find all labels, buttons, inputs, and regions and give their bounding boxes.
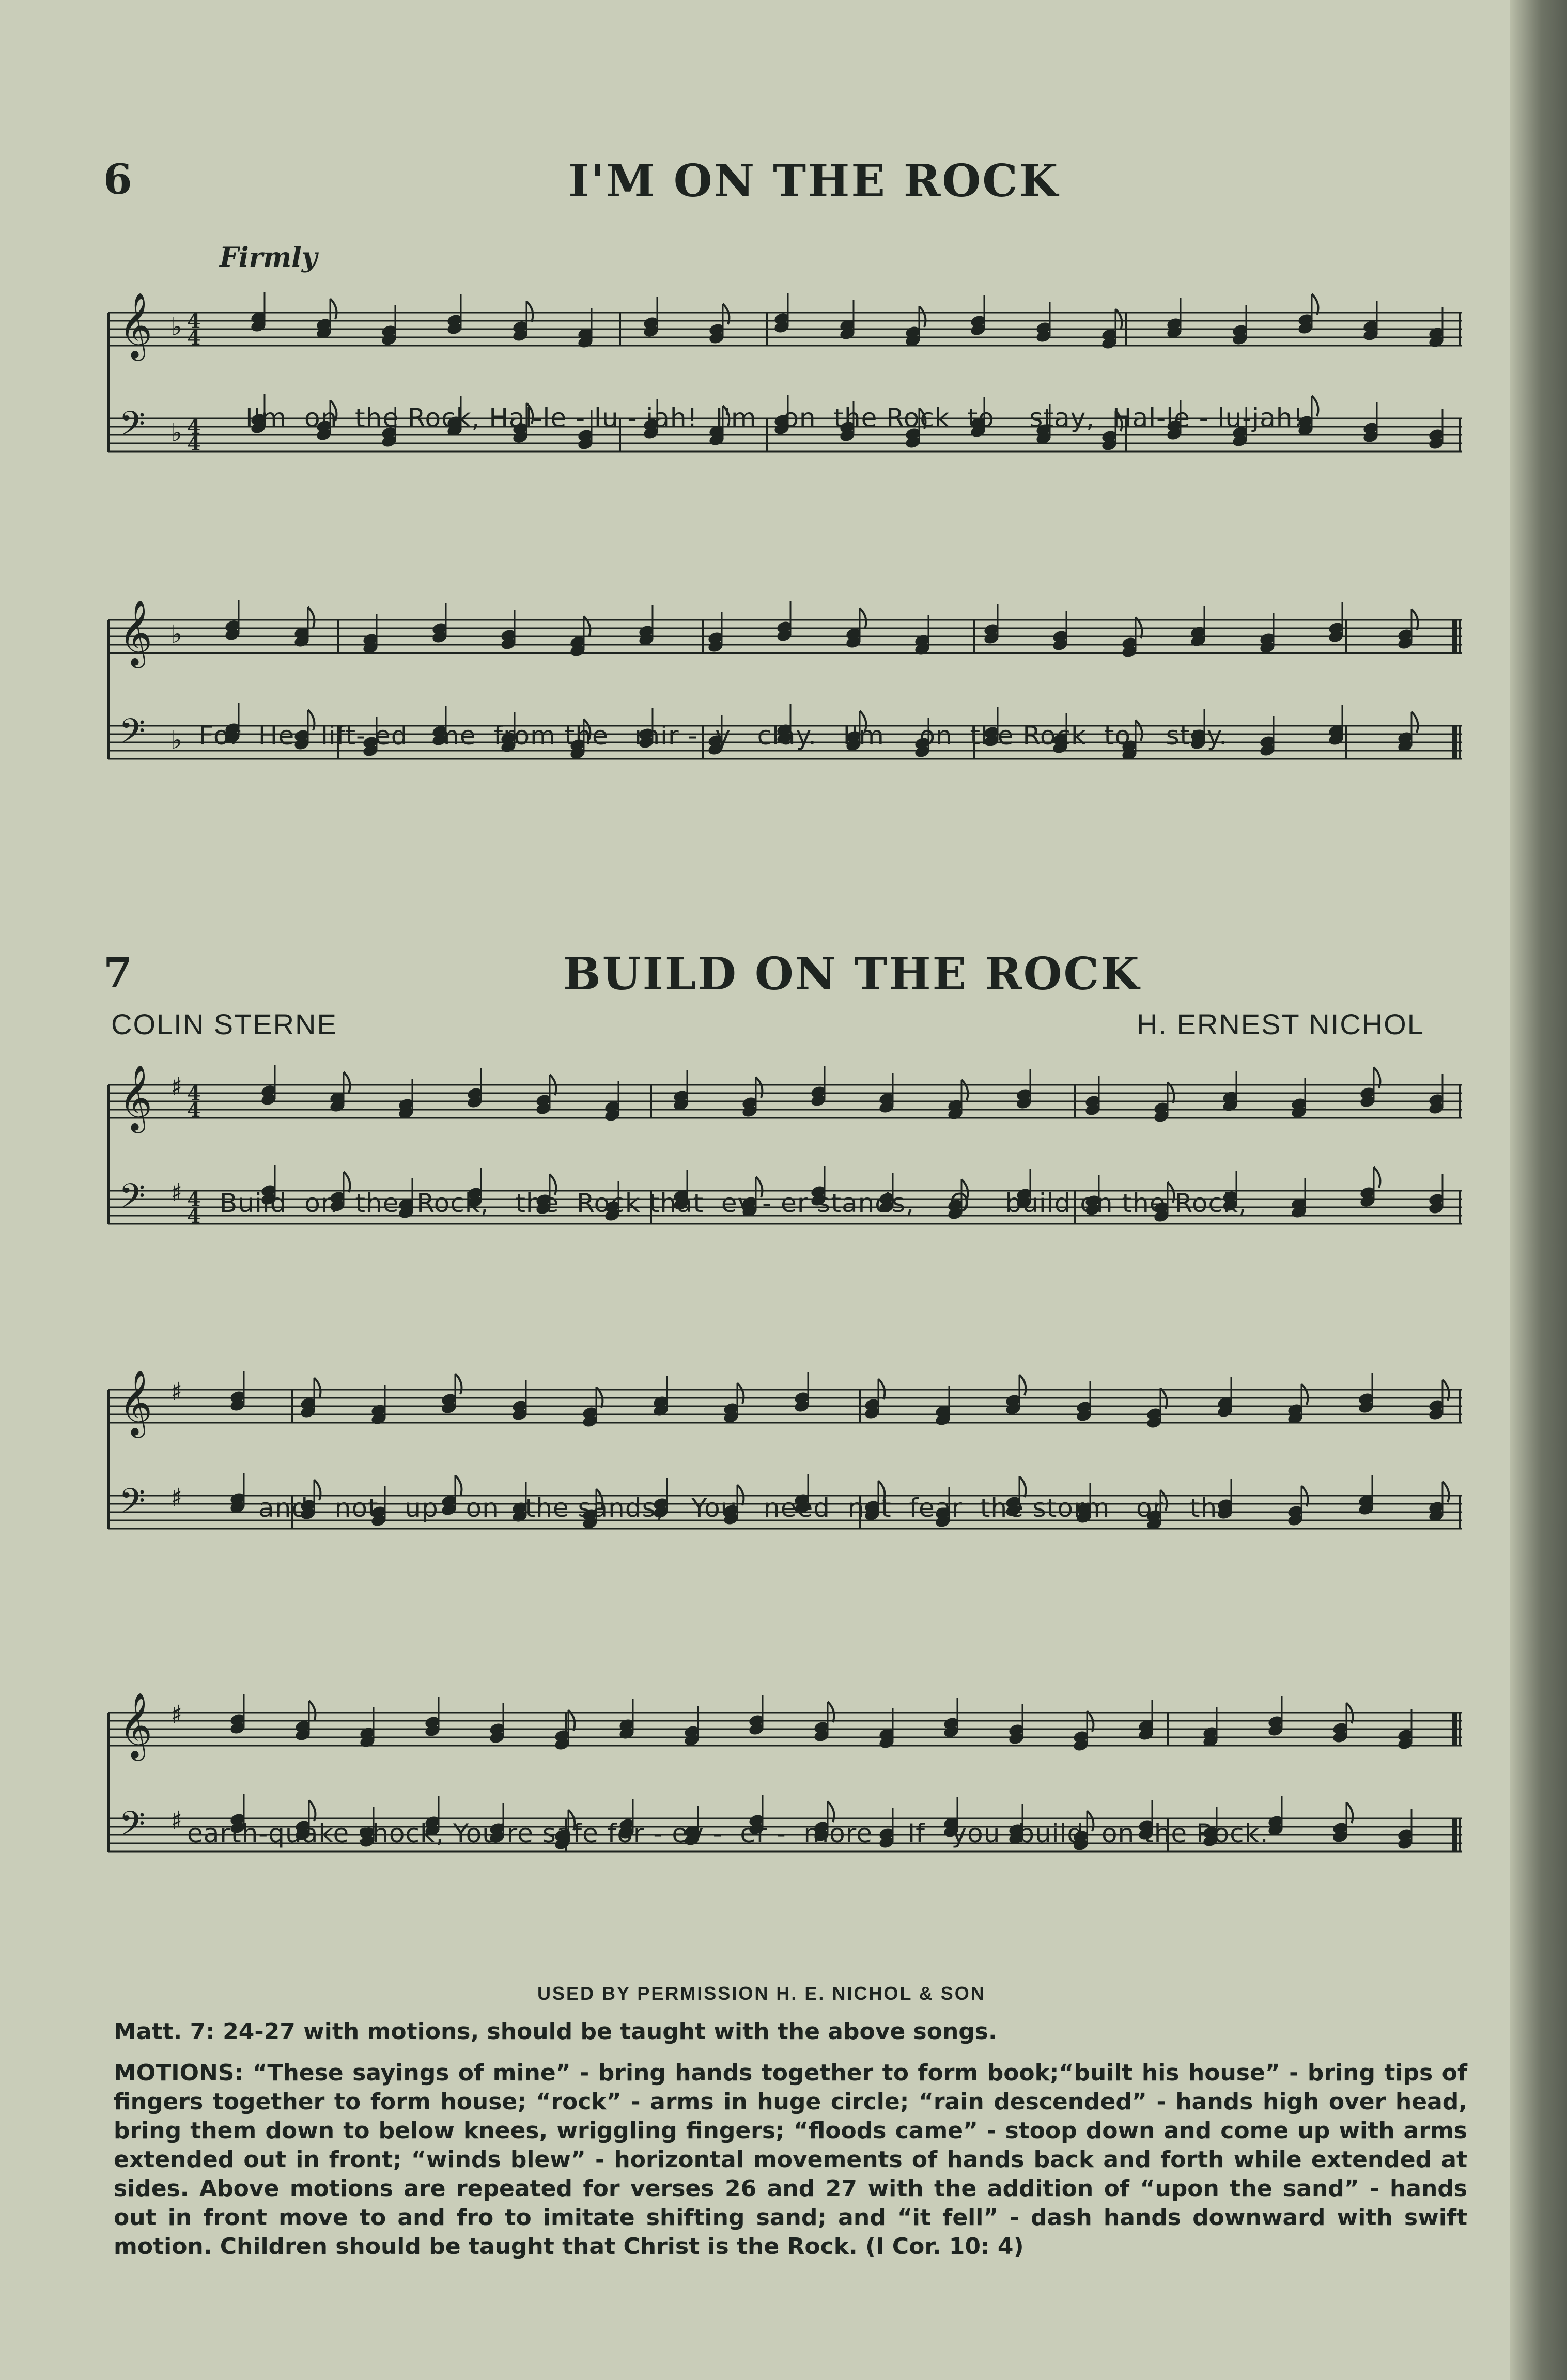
time-signature: 4 [187,1204,201,1227]
note-flag [1374,1167,1380,1188]
sharp-icon: ♯ [170,1072,183,1101]
permission-credit: USED BY PERMISSION H. E. NICHOL & SON [537,1983,986,2004]
note-flag [526,301,533,322]
treble-clef-icon: 𝄞 [119,1064,153,1130]
lyric-line: and not up - on the sands; You need not fear the storm or the [258,1493,1234,1523]
note-flag [314,1378,320,1398]
note-flag [1442,1482,1449,1502]
bass-clef-icon: 𝄢 [119,1481,146,1529]
page-number: 6 [103,155,132,204]
sharp-icon: ♯ [170,1483,183,1512]
song-title: BUILD ON THE ROCK [563,948,1141,1000]
time-signature: 4 [187,1082,201,1105]
sharp-icon: ♯ [170,1377,183,1406]
lyric-line: For He lift- ed me from the mir - y clay. I'm on the Rock to stay. [199,721,1228,751]
time-signature: 4 [187,1188,201,1211]
treble-clef-icon: 𝄞 [119,599,153,665]
bass-clef-icon: 𝄢 [119,1804,146,1852]
note-flag [961,1080,968,1100]
note-flag [1346,1802,1353,1823]
lyric-line: I'm on the Rock, Hal-le - lu - jah! I'm on the Rock to stay, Hal-le - lu-jah! [245,403,1304,433]
sharp-icon: ♯ [170,1806,183,1835]
time-signature: 4 [187,326,201,349]
treble-clef-icon: 𝄞 [119,1369,153,1435]
flat-icon: ♭ [170,620,182,649]
scripture-note: Matt. 7: 24-27 with motions, should be taught with the above songs. [114,2018,997,2045]
page-binding-edge [1510,0,1567,2380]
motions-instructions: MOTIONS: “These sayings of mine” - bring hands together to form book;“built his house” - bring tips of fingers together to form house; “rock” - arms in huge circle; “rain descended” - hands high over head, bring them down to below knees, wriggling fingers; “floods came” - stoop down and come up with arms extended out in front; “winds blew” - horizontal movements of hands back and forth while extended at sides. Above motions are repeated for verses 26 and 27 with the addition of “upon the sand” - hands out in front move to and fro to imitate shifting sand; and “it fell” - dash hands downward with swift motion. Children should be taught that Christ is the Rock. (I Cor. 10: 4) [114,2060,1467,2260]
note-flag [860,608,866,629]
note-flag [1301,1384,1308,1405]
flat-icon: ♭ [170,418,182,447]
time-signature: 4 [187,432,201,455]
page-number: 7 [103,948,132,997]
lyric-line: earth-quake shock, You're safe for - ev - er - more If you build on the Rock. [187,1818,1269,1848]
note-flag [308,607,314,628]
music-system [103,287,1467,597]
composer-credit: H. ERNEST NICHOL [1137,1008,1424,1040]
bass-clef-icon: 𝄢 [119,1176,146,1224]
author-credit: COLIN STERNE [111,1008,337,1040]
note-flag [455,1374,461,1394]
note-flag [919,306,925,327]
treble-clef-icon: 𝄞 [119,1692,153,1758]
bass-clef-icon: 𝄢 [119,711,146,759]
note-flag [309,1701,315,1721]
note-flag [737,1383,743,1404]
lyric-line: Build on the Rock, the Rock that ev - er stands, O build on the Rock, [220,1188,1247,1218]
note-flag [1411,712,1418,733]
note-flag [756,1077,762,1098]
sharp-icon: ♯ [170,1700,183,1729]
treble-clef-icon: 𝄞 [119,292,153,358]
note-flag [344,1072,350,1093]
time-signature: 4 [187,415,201,439]
song-title: I'M ON THE ROCK [568,155,1060,207]
flat-icon: ♭ [170,726,182,755]
sharp-icon: ♯ [170,1178,183,1207]
bass-clef-icon: 𝄢 [119,404,146,452]
time-signature: 4 [187,1098,201,1122]
note-flag [1019,1375,1026,1395]
note-flag [1312,396,1318,416]
flat-icon: ♭ [170,313,182,341]
tempo-marking: Firmly [220,242,318,273]
note-flag [330,299,336,319]
note-flag [1312,294,1318,315]
time-signature: 4 [187,309,201,333]
